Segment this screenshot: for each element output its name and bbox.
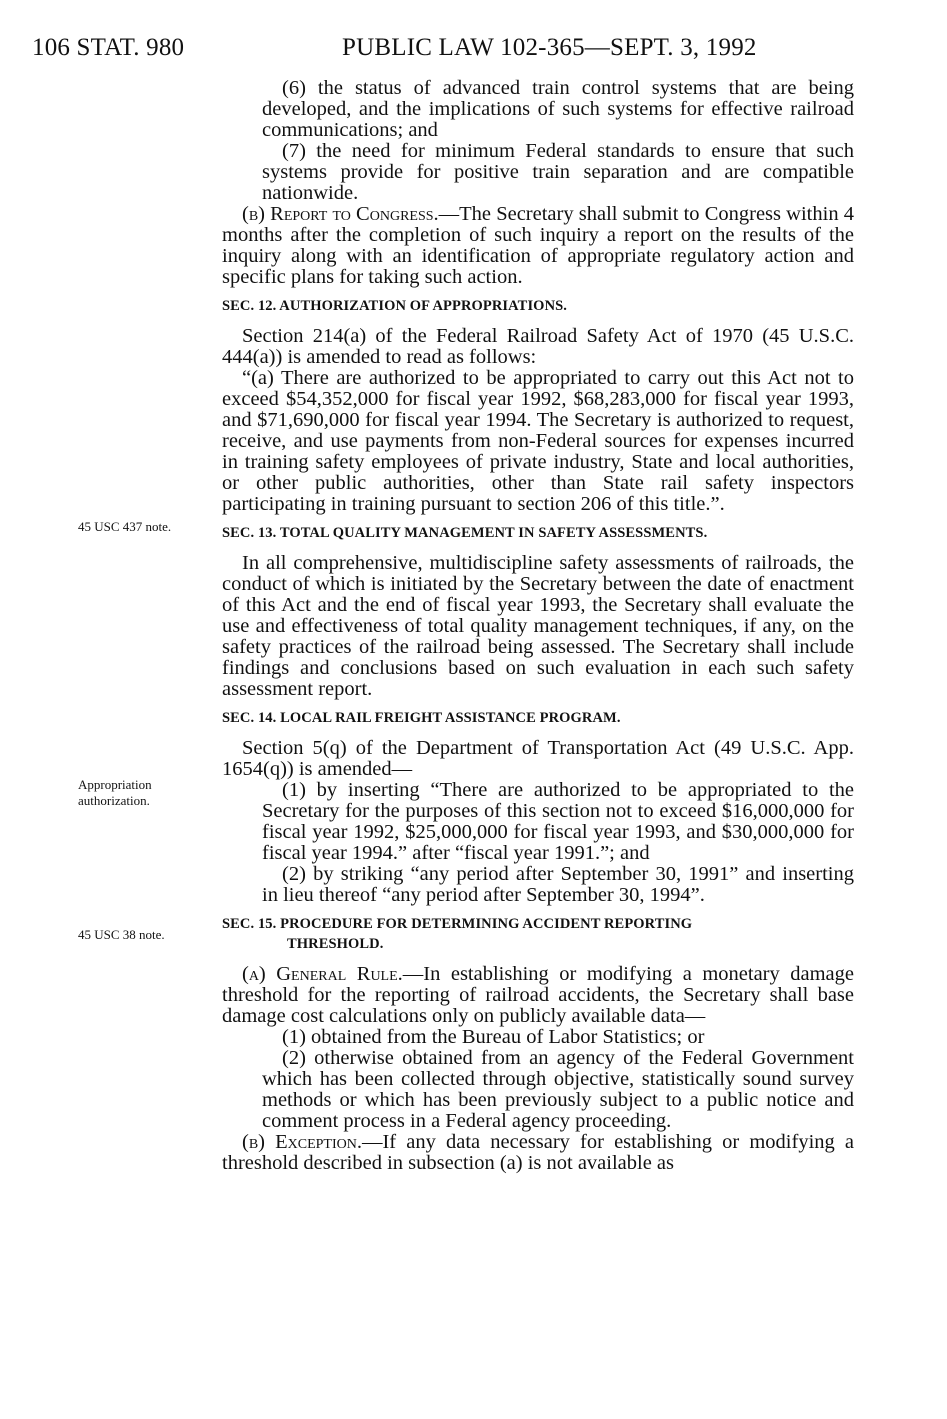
subsection-text: —If any data necessary for establishing or modifying a threshold described in subsection (a) is not available as bbox=[222, 1131, 854, 1174]
subsection-text: —In establishing or modifying a monetary damage threshold for the reporting of railroad accidents, the Secretary shall base damage cost calculations only on publicly available data— bbox=[222, 963, 854, 1027]
paragraph-general-rule-item-1: (1) obtained from the Bureau of Labor Statistics; or bbox=[282, 1026, 705, 1048]
margin-note-sec13: 45 USC 437 note. bbox=[78, 519, 172, 534]
paragraph-sec13: In all comprehensive, multidiscipline safety assessments of railroads, the conduct of which is initiated by the Secretary between the date of enactment of this Act and the end of fiscal year 1993, the Secretary shall evaluate the use and effectiveness of total quality management techniques, if any, on the safety practices of the railroad being assessed. The Secretary shall include findings and conclusions based on such evaluation in each such safety assessment report. bbox=[222, 552, 854, 700]
statute-page-number: 106 STAT. 980 bbox=[32, 34, 185, 61]
subsection-heading: (a) General Rule. bbox=[242, 963, 403, 985]
paragraph-exception bbox=[222, 1132, 854, 1174]
page-header bbox=[22, 16, 925, 61]
section-heading-line: SEC. 15. PROCEDURE FOR DETERMINING ACCIDENT REPORTING bbox=[222, 916, 693, 932]
public-law-title: PUBLIC LAW 102-365—SEPT. 3, 1992 bbox=[342, 34, 757, 61]
paragraph-sec14-intro: Section 5(q) of the Department of Transportation Act (49 U.S.C. App. 1654(q)) is amended— bbox=[222, 737, 854, 780]
paragraph-sec12-quote: “(a) There are authorized to be appropriated to carry out this Act not to exceed $54,352,000 for fiscal year 1992, $68,283,000 for fiscal year 1993, and $71,690,000 for fiscal year 1994. The Secretary is authorized to request, receive, and use payments from non-Federal sources for expenses incurred in training safety employees of private industry, State and local authorities, or other public authorities, other than State rail safety inspectors participating in training pursuant to section 206 of this title.”. bbox=[222, 367, 854, 515]
section-heading-12: SEC. 12. AUTHORIZATION OF APPROPRIATIONS. bbox=[222, 298, 568, 314]
paragraph-general-rule bbox=[222, 964, 854, 1027]
subsection-text: —The Secretary shall submit to Congress within 4 months after the completion of such inquiry a report on the results of the inquiry along with an identification of appropriate regulatory action and specific plans for taking such action. bbox=[222, 203, 854, 288]
section-heading-13: SEC. 13. TOTAL QUALITY MANAGEMENT IN SAFETY ASSESSMENTS. bbox=[222, 525, 708, 541]
paragraph-report-to-congress bbox=[222, 204, 854, 288]
margin-note-sec15: 45 USC 38 note. bbox=[78, 927, 165, 942]
paragraph-item-6: (6) the status of advanced train control systems that are being developed, and the implications of such systems for effective railroad communications; and bbox=[262, 77, 854, 141]
paragraph-sec12-intro: Section 214(a) of the Federal Railroad Safety Act of 1970 (45 U.S.C. 444(a)) is amended to read as follows: bbox=[222, 325, 854, 368]
margin-note-line: Appropriation bbox=[78, 777, 152, 792]
paragraph-general-rule-item-2: (2) otherwise obtained from an agency of the Federal Government which has been collected through objective, statistically sound survey methods or which has been previously subject to a public notice and comment process in a Federal agency proceeding. bbox=[262, 1047, 854, 1132]
margin-note-appropriation bbox=[78, 777, 152, 809]
section-heading-14: SEC. 14. LOCAL RAIL FREIGHT ASSISTANCE PROGRAM. bbox=[222, 710, 621, 726]
paragraph-sec14-item-1: (1) by inserting “There are authorized to be appropriated to the Secretary for the purposes of this section not to exceed $16,000,000 for fiscal year 1992, $25,000,000 for fiscal year 1993, and $30,000,000 for fiscal year 1994.” after “fiscal year 1991.”; and bbox=[262, 779, 854, 864]
subsection-heading: (b) Report to Congress. bbox=[242, 203, 439, 225]
subsection-heading: (b) Exception. bbox=[242, 1131, 362, 1153]
section-heading-15 bbox=[222, 914, 854, 954]
document-body bbox=[222, 78, 854, 1174]
paragraph-sec14-item-2: (2) by striking “any period after September 30, 1991” and inserting in lieu thereof “any period after September 30, 1994”. bbox=[262, 863, 854, 906]
section-heading-line: THRESHOLD. bbox=[287, 936, 384, 952]
paragraph-item-7: (7) the need for minimum Federal standards to ensure that such systems provide for positive train separation and are compatible nationwide. bbox=[262, 140, 854, 204]
margin-note-line: authorization. bbox=[78, 793, 150, 808]
